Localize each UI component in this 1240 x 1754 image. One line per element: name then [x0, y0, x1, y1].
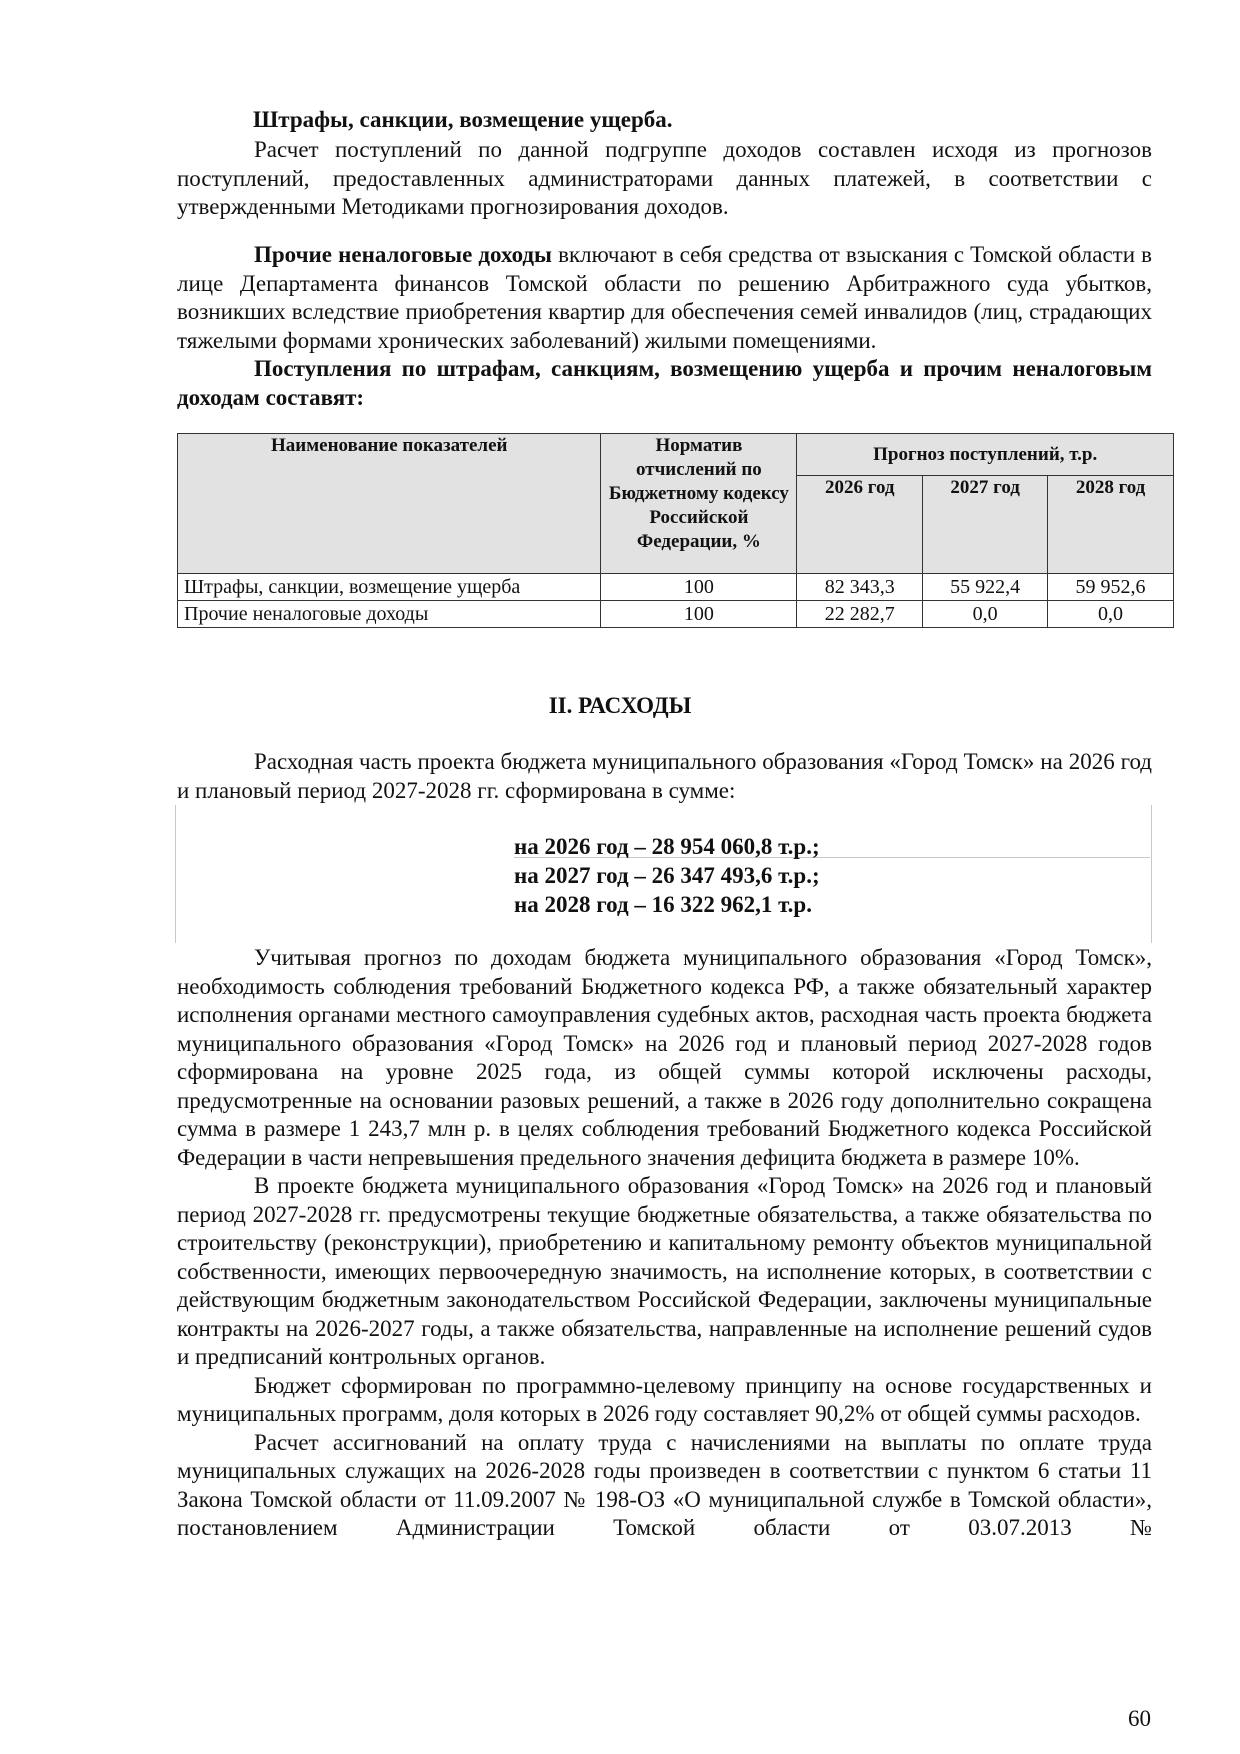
text-other-nontax: включают в себя средства от взыскания с Томской области в лице Департамента финансов Томской области по решению Арбитражного суда убытков, возникших вследствие приобретения квартир для обеспечения семей инвалидов (лиц, страдающих тяжелыми формами хронических заболеваний) жилыми помещениями.: [177, 242, 1152, 353]
row-norm: 100: [601, 601, 797, 628]
row-2027: 0,0: [923, 601, 1048, 628]
sum-2026: на 2026 год – 28 954 060,8 т.р.;: [514, 834, 820, 859]
paragraph-expenses-basis: Учитывая прогноз по доходам бюджета муниципального образования «Город Томск», необходимость соблюдения требований Бюджетного кодекса РФ, а также обязательный характер исполнения органами местного самоуправления судебных актов, расходная часть проекта бюджета муниципального образования «Город Томск» на 2026 год и плановый период 2027-2028 годов сформирована на уровне 2025 года, из общей суммы которой исключены расходы, предусмотренные на основании разовых решений, а также в 2026 году дополнительно сокращена сумма в размере 1 243,7 млн р. в целях соблюдения требований Бюджетного кодекса Российской Федерации в части непревышения предельного значения дефицита бюджета в размере 10%.: [177, 945, 1152, 1170]
header-norm: Норматив отчислений по Бюджетному кодексу Российской Федерации, %: [601, 434, 797, 574]
paragraph-expenses-intro: Расходная часть проекта бюджета муниципального образования «Город Томск» на 2026 год и плановый период 2027-2028 гг. сформирована в сумме:: [177, 749, 1152, 803]
paragraph-salaries: Расчет ассигнований на оплату труда с начислениями на выплаты по оплате труда муниципальных служащих на 2026-2028 годы произведен в соответствии с пунктом 6 статьи 11 Закона Томской области от 11.09.2007 № 198-ОЗ «О муниципальной службе в Томской области», постановлением Администрации Томской области от 03.07.2013 №: [177, 1429, 1152, 1540]
table-row: [178, 601, 1174, 628]
header-year-2027: 2027 год: [923, 476, 1048, 574]
row-name: Штрафы, санкции, возмещение ущерба: [178, 574, 601, 601]
paragraph-programs: Бюджет сформирован по программно-целевому принципу на основе государственных и муниципальных программ, доля которых в 2026 году составляет 90,2% от общей суммы расходов.: [177, 1372, 1152, 1426]
paragraph-other-nontax: [177, 241, 1152, 355]
header-name: Наименование показателей: [178, 434, 601, 574]
paragraph-receipts-summary: Поступления по штрафам, санкциям, возмещению ущерба и прочим неналоговым доходам составят:: [177, 356, 1152, 410]
sum-2028: на 2028 год – 16 322 962,1 т.р.: [514, 892, 812, 917]
row-2027: 55 922,4: [923, 574, 1048, 601]
section-title-expenses: II. РАСХОДЫ: [548, 693, 692, 718]
expense-sums: [514, 832, 820, 919]
header-year-2026: 2026 год: [797, 476, 923, 574]
row-2026: 82 343,3: [797, 574, 923, 601]
section-heading-fines: Штрафы, санкции, возмещение ущерба.: [253, 107, 673, 132]
header-forecast: Прогноз поступлений, т.р.: [797, 434, 1174, 476]
page-number: 60: [1128, 1706, 1151, 1731]
table-row: [178, 574, 1174, 601]
paragraph-fines: Расчет поступлений по данной подгруппе доходов составлен исходя из прогнозов поступлений, предоставленных администраторами данных платежей, в соответствии с утвержденными Методиками прогнозирования доходов.: [177, 137, 1152, 219]
paragraph-obligations: В проекте бюджета муниципального образования «Город Томск» на 2026 год и плановый период 2027-2028 гг. предусмотрены текущие бюджетные обязательства, а также обязательства по строительству (реконструкции), приобретению и капитальному ремонту объектов муниципальной собственности, имеющих первоочередную значимость, на исполнение которых, в соответствии с действующим бюджетным законодательством Российской Федерации, заключены муниципальные контракты на 2026-2027 годы, а также обязательства, направленные на исполнение решений судов и предписаний контрольных органов.: [177, 1173, 1152, 1369]
row-name: Прочие неналоговые доходы: [178, 601, 601, 628]
row-2028: 59 952,6: [1048, 574, 1174, 601]
lead-other-nontax: Прочие неналоговые доходы: [254, 242, 553, 267]
row-norm: 100: [601, 574, 797, 601]
row-2028: 0,0: [1048, 601, 1174, 628]
row-2026: 22 282,7: [797, 601, 923, 628]
receipts-table: [177, 433, 1174, 628]
sum-2027: на 2027 год – 26 347 493,6 т.р.;: [514, 863, 820, 888]
header-year-2028: 2028 год: [1048, 476, 1174, 574]
